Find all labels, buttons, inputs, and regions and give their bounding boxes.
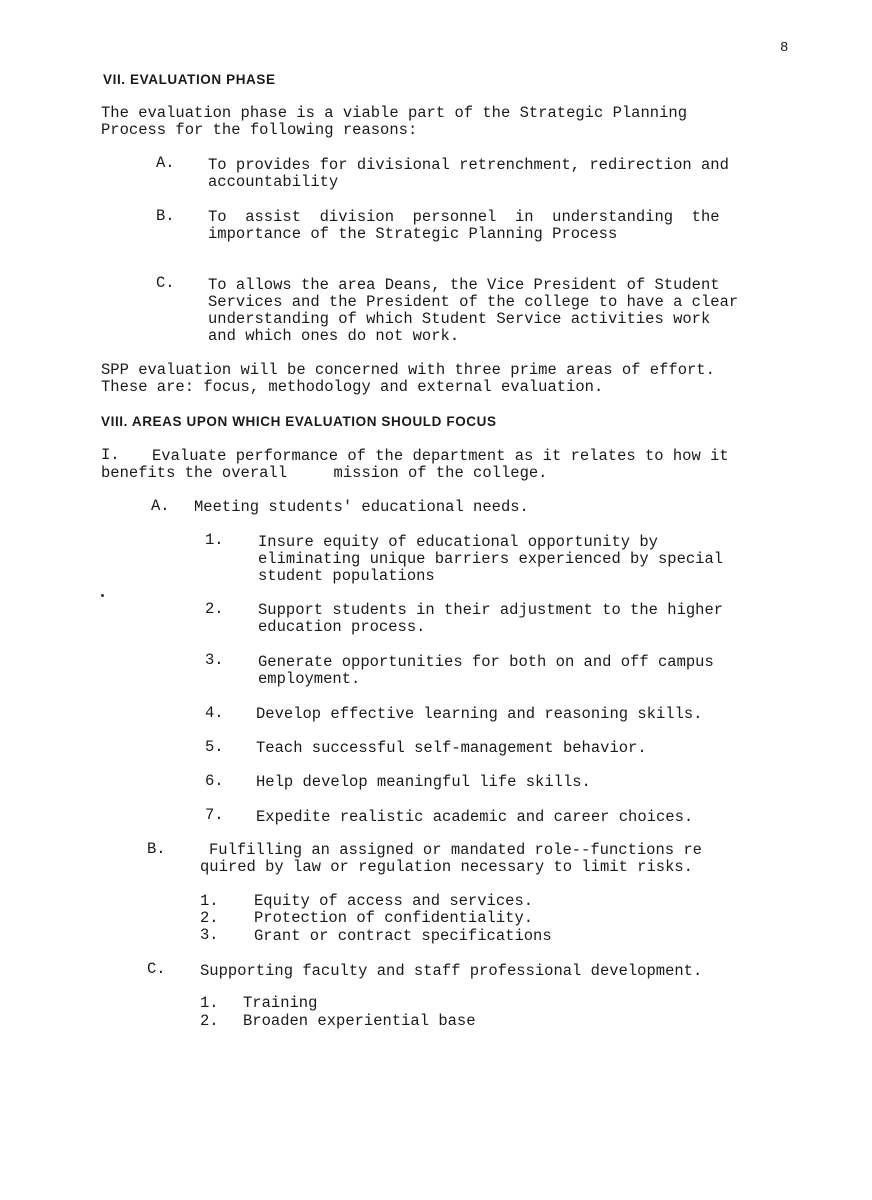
paragraph-line: Evaluate performance of the department as it relates to how it	[152, 447, 729, 465]
list-item-line: eliminating unique barriers experienced by special	[258, 550, 724, 568]
list-marker: 6.	[205, 772, 224, 790]
section-heading-vii: VII. EVALUATION PHASE	[103, 72, 276, 87]
list-marker: A.	[151, 497, 170, 515]
list-item-line: Grant or contract specifications	[254, 927, 552, 945]
list-marker: 2.	[205, 600, 224, 618]
list-marker: 5.	[205, 738, 224, 756]
intro-line: Process for the following reasons:	[101, 121, 418, 139]
list-marker: 2.	[200, 1012, 219, 1030]
list-marker: 3.	[205, 651, 224, 669]
list-item-line: Meeting students' educational needs.	[194, 498, 529, 516]
intro-line: The evaluation phase is a viable part of the Strategic Planning	[101, 104, 687, 122]
list-marker: A.	[156, 154, 175, 172]
section-heading-viii: VIII. AREAS UPON WHICH EVALUATION SHOULD FOCUS	[101, 414, 497, 429]
list-marker: 1.	[205, 531, 224, 549]
list-marker: 2.	[200, 909, 219, 927]
list-item-line: Insure equity of educational opportunity by	[258, 533, 658, 551]
list-marker: 3.	[200, 926, 219, 944]
list-item-line: Develop effective learning and reasoning skills.	[256, 705, 703, 723]
list-item-line: To provides for divisional retrenchment, redirection and	[208, 156, 729, 174]
list-item-line: education process.	[258, 618, 426, 636]
list-item-line: student populations	[258, 567, 435, 585]
list-item-line: quired by law or regulation necessary to limit risks.	[200, 858, 693, 876]
list-item-line: Fulfilling an assigned or mandated role--functions re	[209, 841, 702, 859]
list-marker: 4.	[205, 704, 224, 722]
list-item-line: Equity of access and services.	[254, 892, 534, 910]
list-item-line: Help develop meaningful life skills.	[256, 773, 591, 791]
list-item-line: importance of the Strategic Planning Process	[208, 225, 618, 243]
list-item-line: To assist division personnel in understanding the	[208, 208, 720, 226]
list-item-line: Expedite realistic academic and career choices.	[256, 808, 694, 826]
page-number: 8	[780, 40, 789, 56]
list-item-line: understanding of which Student Service activities work	[208, 310, 711, 328]
list-item-line: Protection of confidentiality.	[254, 909, 534, 927]
list-marker: 7.	[205, 806, 224, 824]
list-item-line: To allows the area Deans, the Vice President of Student	[208, 276, 720, 294]
closing-line: These are: focus, methodology and external evaluation.	[101, 378, 604, 396]
list-marker: B.	[156, 207, 175, 225]
stray-dot	[101, 594, 104, 597]
list-marker: B.	[147, 840, 166, 858]
list-item-line: Training	[243, 994, 318, 1012]
closing-line: SPP evaluation will be concerned with three prime areas of effort.	[101, 361, 715, 379]
list-item-line: Generate opportunities for both on and off campus	[258, 653, 714, 671]
list-marker: 1.	[200, 892, 219, 910]
list-item-line: accountability	[208, 173, 339, 191]
list-item-line: and which ones do not work.	[208, 327, 460, 345]
paragraph-line: benefits the overall mission of the college.	[101, 464, 548, 482]
list-marker: 1.	[200, 994, 219, 1012]
list-item-line: employment.	[258, 670, 361, 688]
list-item-line: Support students in their adjustment to the higher	[258, 601, 724, 619]
list-item-line: Services and the President of the college to have a clear	[208, 293, 739, 311]
list-item-line: Supporting faculty and staff professional development.	[200, 962, 703, 980]
list-item-line: Broaden experiential base	[243, 1012, 476, 1030]
list-marker: I.	[101, 446, 120, 464]
list-item-line: Teach successful self-management behavior.	[256, 739, 647, 757]
list-marker: C.	[147, 960, 166, 978]
list-marker: C.	[156, 274, 175, 292]
